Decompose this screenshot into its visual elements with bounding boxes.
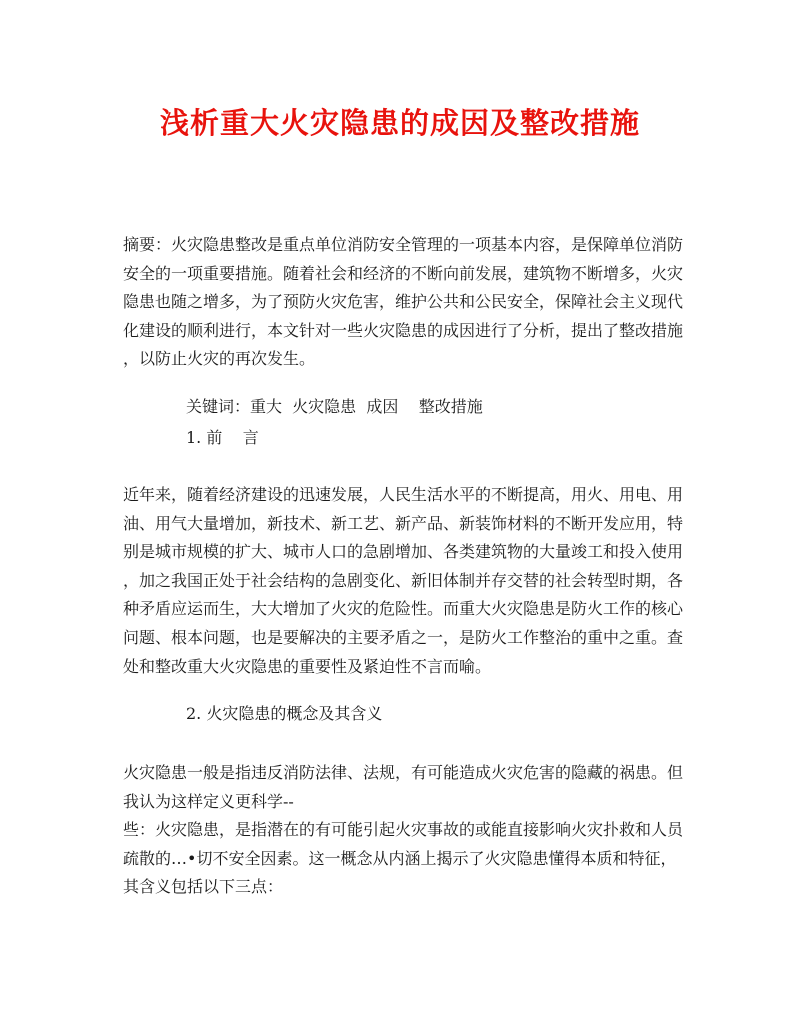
abstract-line: 摘要：火灾隐患整改是重点单位消防安全管理的一项基本内容，是保障单位消防 [123,235,684,254]
paragraph-line: 处和整改重大火灾隐患的重要性及紧迫性不言而喻。 [123,656,492,676]
paragraph-line: 些：火灾隐患，是指潜在的有可能引起火灾事故的或能直接影响火灾扑救和人员 [123,820,684,840]
abstract-line: 化建设的顺利进行，本文针对一些火灾隐患的成因进行了分析，提出了整改措施 [123,320,684,340]
paragraph-line: 其含义包括以下三点： [123,877,284,897]
paragraph-line: 疏散的…•切不安全因素。这一概念从内涵上揭示了火灾隐患懂得本质和特征， [123,848,677,868]
paragraph-line: 油、用气大量增加，新技术、新工艺、新产品、新装饰材料的不断开发应用，特 [123,513,684,533]
paragraph-line: 火灾隐患一般是指违反消防法律、法规，有可能造成火灾危害的隐藏的祸患。但 [123,763,684,782]
document-title: 浅析重大火灾隐患的成因及整改措施 [159,106,640,140]
paragraph-line: 种矛盾应运而生，大大增加了火灾的危险性。而重大火灾隐患是防火工作的核心 [123,599,684,619]
abstract-line: 隐患也随之增多，为了预防火灾危害，维护公共和公民安全，保障社会主义现代 [123,292,684,312]
abstract-line: ，以防止火灾的再次发生。 [123,349,316,369]
section1-heading: 1. 前 言 [186,428,259,447]
paragraph-line: 别是城市规模的扩大、城市人口的急剧增加、各类建筑物的大量竣工和投入使用 [123,542,684,562]
section2-heading: 2. 火灾隐患的概念及其含义 [186,704,383,723]
section1-paragraph [123,481,683,681]
abstract-paragraph [123,231,683,374]
paragraph-line: 近年来，随着经济建设的迅速发展，人民生活水平的不断提高，用火、用电、用 [123,485,684,504]
paragraph-line: 问题、根本问题，也是要解决的主要矛盾之一，是防火工作整治的重中之重。查 [123,627,684,647]
keywords: 关键词：重大 火灾隐患 成因 整改措施 [186,397,483,416]
section2-paragraph [123,759,683,902]
abstract-line: 安全的一项重要措施。随着社会和经济的不断向前发展，建筑物不断增多，火灾 [123,263,684,283]
paragraph-line: 我认为这样定义更科学-- [123,791,294,811]
paragraph-line: ，加之我国正处于社会结构的急剧变化、新旧体制并存交替的社会转型时期，各 [123,570,684,590]
